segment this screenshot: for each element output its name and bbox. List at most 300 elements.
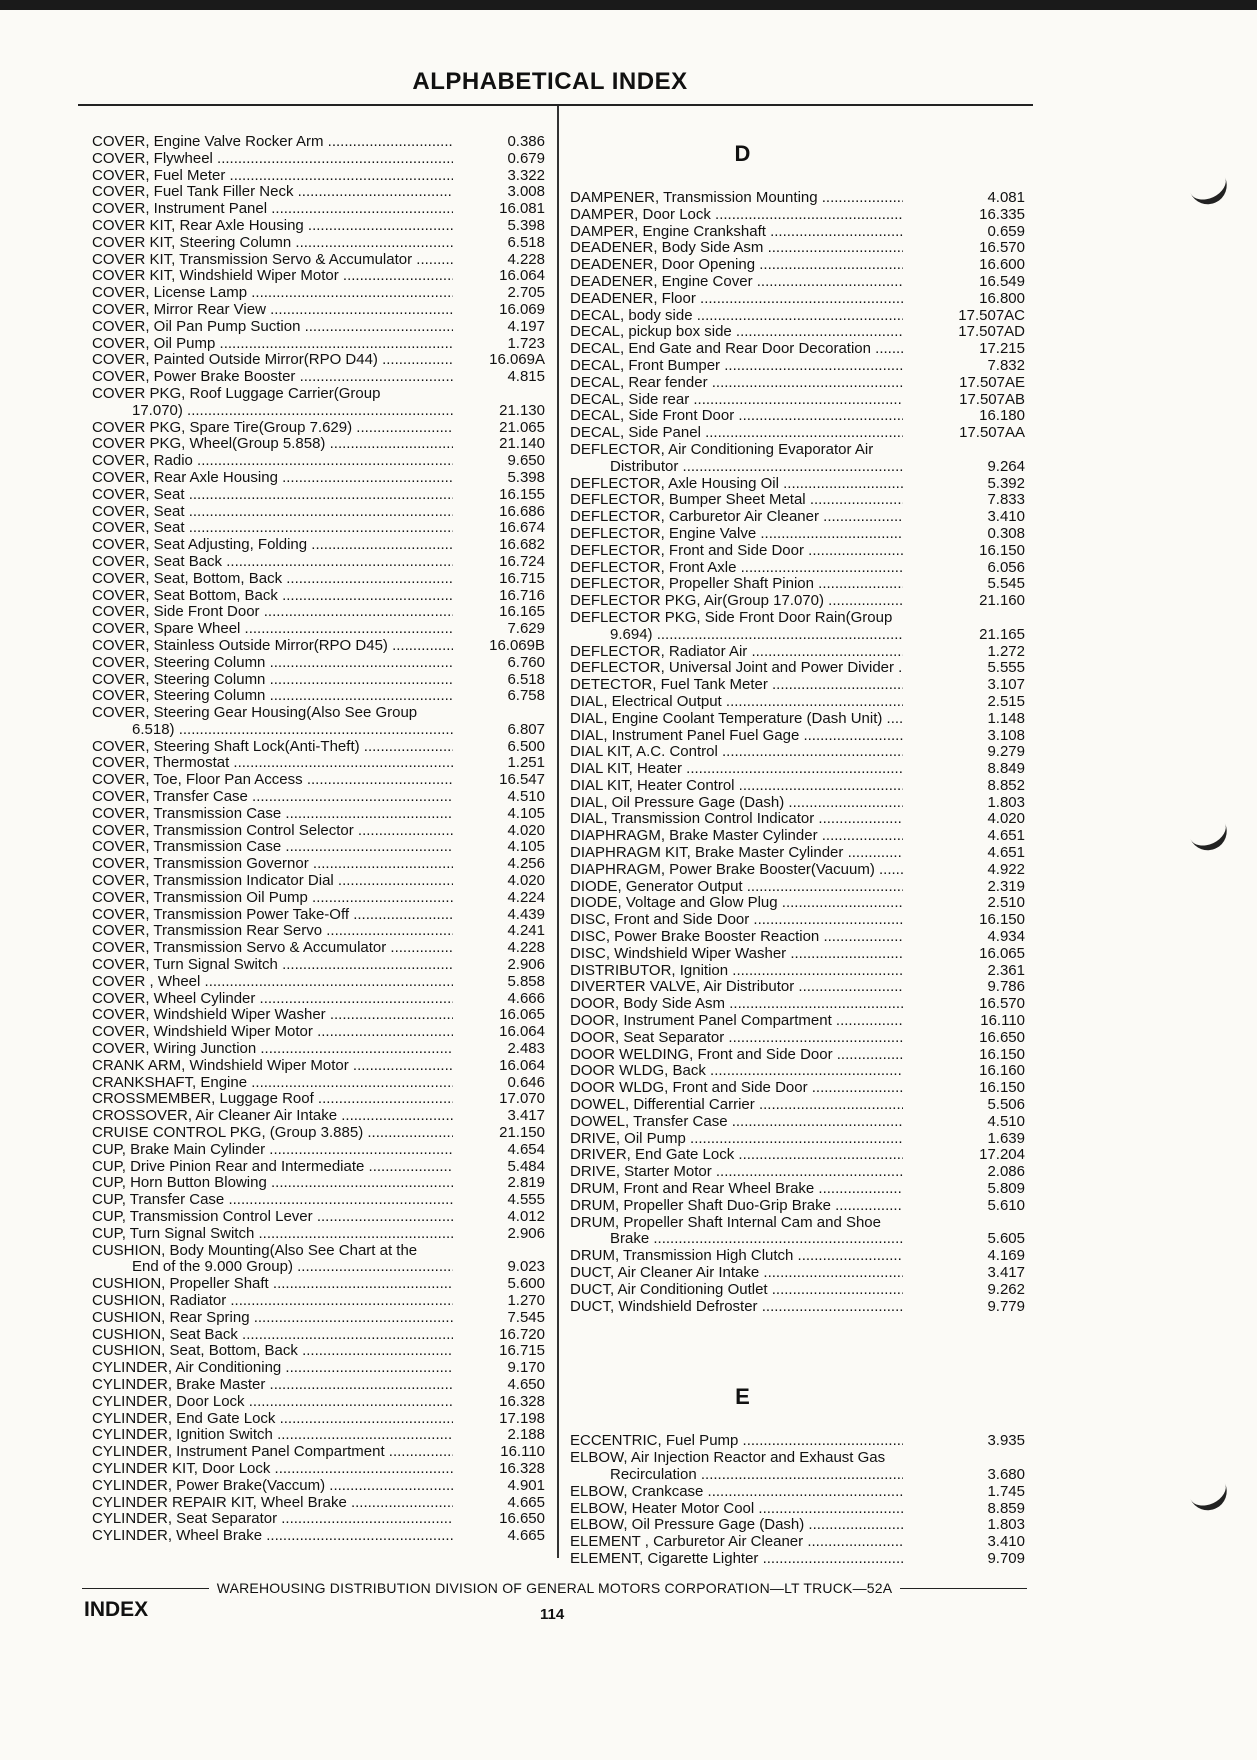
entry-part-name: COVER , Wheel ..... <box>92 974 453 991</box>
entry-group-number: 1.745 <box>987 1482 1025 1500</box>
entry-part-name: CUP, Transmission Control Lever ..... <box>92 1209 453 1226</box>
entry-part-name: DOOR, Body Side Asm ..... <box>570 996 903 1013</box>
entry-group-number: 5.600 <box>507 1275 545 1293</box>
entry-part-name: DEFLECTOR PKG, Air(Group 17.070) ..... <box>570 593 903 610</box>
index-entry <box>92 319 545 336</box>
entry-part-name: CUSHION, Seat Back ..... <box>92 1327 453 1344</box>
index-entry <box>92 1478 545 1495</box>
entry-part-name: COVER, License Lamp ..... <box>92 285 453 302</box>
entry-group-number: 4.012 <box>507 1208 545 1225</box>
entry-part-name: CRANKSHAFT, Engine ..... <box>92 1075 453 1092</box>
entry-group-number: 4.020 <box>987 810 1025 828</box>
entry-part-name: DEFLECTOR, Radiator Air ..... <box>570 644 903 661</box>
section-letter-heading: D <box>734 141 751 166</box>
entry-part-name: DRUM, Propeller Shaft Internal Cam and Shoe <box>570 1214 881 1231</box>
entry-group-number: 4.105 <box>507 838 545 856</box>
entry-part-name: DUCT, Air Conditioning Outlet ..... <box>570 1282 903 1299</box>
entry-group-number: 8.859 <box>987 1499 1025 1517</box>
entry-group-number: 2.705 <box>507 284 545 302</box>
entry-group-number: 4.650 <box>507 1375 545 1393</box>
index-entry <box>570 1248 1025 1265</box>
index-entry <box>570 1433 1025 1450</box>
index-entry <box>570 1501 1025 1518</box>
entry-part-name: COVER, Transfer Case ..... <box>92 789 453 806</box>
entry-group-number: 2.188 <box>507 1426 545 1444</box>
entry-group-number: 3.680 <box>987 1465 1025 1483</box>
entry-part-name: DAMPENER, Transmission Mounting ..... <box>570 190 903 207</box>
index-entry <box>92 974 545 991</box>
entry-part-name: CUSHION, Body Mounting(Also See Chart at the <box>92 1242 418 1259</box>
entry-part-name: COVER, Power Brake Booster ..... <box>92 369 453 386</box>
index-entry <box>570 291 1025 308</box>
entry-group-number: 1.251 <box>507 754 545 772</box>
index-entry <box>570 1265 1025 1282</box>
entry-part-name: DEADENER, Floor ..... <box>570 291 903 308</box>
section-spacer <box>570 1417 1025 1433</box>
entry-group-number: 3.935 <box>987 1432 1025 1450</box>
entry-part-name: CYLINDER, Ignition Switch ..... <box>92 1427 453 1444</box>
entry-part-name: DOOR WELDING, Front and Side Door ..... <box>570 1047 903 1064</box>
entry-part-name: CUSHION, Radiator ..... <box>92 1293 453 1310</box>
index-entry <box>92 604 545 621</box>
entry-group-number: 16.064 <box>499 1023 545 1041</box>
entry-group-number: 1.803 <box>987 793 1025 811</box>
index-entry <box>92 1259 545 1276</box>
entry-part-name: DUCT, Air Cleaner Air Intake ..... <box>570 1265 903 1282</box>
entry-part-name: COVER, Seat ..... <box>92 520 453 537</box>
index-entry <box>570 560 1025 577</box>
entry-group-number: 5.605 <box>987 1230 1025 1248</box>
entry-part-name: DEFLECTOR, Universal Joint and Power Divider ..... <box>570 660 903 677</box>
entry-part-name: COVER, Fuel Meter ..... <box>92 168 453 185</box>
entry-part-name: DRUM, Transmission High Clutch ..... <box>570 1248 903 1265</box>
entry-group-number: 3.008 <box>507 183 545 201</box>
index-entry <box>92 302 545 319</box>
index-entry <box>92 1427 545 1444</box>
entry-group-number: 5.506 <box>987 1096 1025 1114</box>
entry-part-name: DIAL, Oil Pressure Gage (Dash) ..... <box>570 795 903 812</box>
entry-group-number: 1.272 <box>987 642 1025 660</box>
entry-group-number: 16.165 <box>499 603 545 621</box>
entry-part-name: DRIVER, End Gate Lock ..... <box>570 1147 903 1164</box>
entry-part-name: COVER, Seat Back ..... <box>92 554 453 571</box>
index-entry <box>570 257 1025 274</box>
entry-group-number: 5.398 <box>507 468 545 486</box>
index-entry <box>92 1243 545 1260</box>
entry-group-number: 1.270 <box>507 1291 545 1309</box>
footer-rule-right <box>900 1588 1027 1589</box>
index-entry <box>570 979 1025 996</box>
entry-group-number: 16.064 <box>499 267 545 285</box>
entry-part-name: COVER, Stainless Outside Mirror(RPO D45) ..... <box>92 638 453 655</box>
entry-part-name: DUCT, Windshield Defroster ..... <box>570 1299 903 1316</box>
entry-group-number: 1.723 <box>507 334 545 352</box>
index-entry <box>92 504 545 521</box>
entry-part-name: DIAL KIT, Heater Control ..... <box>570 778 903 795</box>
entry-group-number: 5.545 <box>987 575 1025 593</box>
entry-part-name: CYLINDER, Power Brake(Vaccum) ..... <box>92 1478 453 1495</box>
index-entry <box>570 1551 1025 1568</box>
entry-group-number: 16.110 <box>980 1012 1025 1030</box>
entry-part-name: DIAPHRAGM, Power Brake Booster(Vacuum) ..... <box>570 862 903 879</box>
index-entry <box>92 789 545 806</box>
entry-group-number: 0.308 <box>987 524 1025 542</box>
entry-group-number: 9.264 <box>987 457 1025 475</box>
entry-group-number: 5.555 <box>987 659 1025 677</box>
entry-group-number: 6.500 <box>507 737 545 755</box>
entry-group-number: 21.150 <box>499 1124 545 1142</box>
binder-hole-mark <box>1185 1471 1233 1516</box>
entry-group-number: 2.361 <box>987 961 1025 979</box>
entry-part-name: COVER, Thermostat ..... <box>92 755 453 772</box>
index-entry <box>570 459 1025 476</box>
entry-group-number: 0.646 <box>507 1073 545 1091</box>
entry-part-name: COVER, Transmission Indicator Dial ..... <box>92 873 453 890</box>
entry-group-number: 16.328 <box>499 1392 545 1410</box>
entry-group-number: 7.832 <box>987 356 1025 374</box>
entry-group-number: 5.610 <box>987 1196 1025 1214</box>
entry-part-name: DEADENER, Door Opening ..... <box>570 257 903 274</box>
index-entry <box>570 660 1025 677</box>
entry-part-name: COVER, Seat Bottom, Back ..... <box>92 588 453 605</box>
entry-group-number: 16.069 <box>499 300 545 318</box>
index-entry <box>92 453 545 470</box>
entry-part-name: DEFLECTOR, Air Conditioning Evaporator Air <box>570 441 874 458</box>
entry-group-number: 3.322 <box>507 166 545 184</box>
index-entry <box>92 218 545 235</box>
index-entry <box>92 537 545 554</box>
entry-group-number: 2.819 <box>507 1174 545 1192</box>
entry-part-name: CYLINDER, Brake Master ..... <box>92 1377 453 1394</box>
entry-part-name: COVER, Steering Column ..... <box>92 655 453 672</box>
index-entry <box>570 1198 1025 1215</box>
index-entry <box>92 588 545 605</box>
entry-part-name: DIAL KIT, A.C. Control ..... <box>570 744 903 761</box>
entry-group-number: 21.140 <box>499 435 545 453</box>
index-entry <box>570 694 1025 711</box>
index-entry <box>92 168 545 185</box>
index-entry <box>92 856 545 873</box>
index-entry <box>92 571 545 588</box>
entry-group-number: 16.155 <box>499 485 545 503</box>
index-entry <box>570 761 1025 778</box>
entry-group-number: 6.056 <box>987 558 1025 576</box>
index-entry <box>92 621 545 638</box>
top-border <box>0 0 1257 10</box>
entry-part-name: DECAL, Side rear ..... <box>570 392 903 409</box>
entry-group-number: 16.110 <box>500 1443 545 1461</box>
entry-part-name: DECAL, Side Panel ..... <box>570 425 903 442</box>
footer-rule-left <box>82 1588 209 1589</box>
entry-group-number: 0.679 <box>507 149 545 167</box>
entry-group-number: 6.758 <box>507 687 545 705</box>
entry-part-name: COVER, Transmission Control Selector ..... <box>92 823 453 840</box>
entry-group-number: 16.600 <box>979 256 1025 274</box>
index-entry <box>570 728 1025 745</box>
index-entry <box>570 190 1025 207</box>
index-entry <box>570 1131 1025 1148</box>
index-entry <box>92 184 545 201</box>
entry-group-number: 5.392 <box>987 474 1025 492</box>
index-entry <box>92 923 545 940</box>
index-entry <box>570 828 1025 845</box>
index-entry <box>92 839 545 856</box>
entry-group-number: 16.682 <box>499 536 545 554</box>
entry-part-name: COVER, Radio ..... <box>92 453 453 470</box>
entry-group-number: 2.515 <box>987 692 1025 710</box>
index-entry <box>92 705 545 722</box>
entry-part-name: COVER PKG, Roof Luggage Carrier(Group <box>92 385 381 402</box>
entry-group-number: 4.256 <box>507 855 545 873</box>
entry-part-name: DISC, Windshield Wiper Washer ..... <box>570 946 903 963</box>
index-entry <box>570 576 1025 593</box>
index-entry <box>570 946 1025 963</box>
right-index-column <box>570 134 1025 1568</box>
entry-group-number: 3.108 <box>987 726 1025 744</box>
entry-part-name: DEADENER, Body Side Asm ..... <box>570 240 903 257</box>
entry-group-number: 1.639 <box>987 1129 1025 1147</box>
entry-part-name: ELBOW, Oil Pressure Gage (Dash) ..... <box>570 1517 903 1534</box>
entry-group-number: 16.328 <box>499 1459 545 1477</box>
entry-group-number: 6.518 <box>507 233 545 251</box>
index-entry <box>570 610 1025 627</box>
index-entry <box>570 644 1025 661</box>
entry-group-number: 4.510 <box>987 1112 1025 1130</box>
entry-group-number: 1.148 <box>987 709 1025 727</box>
index-entry <box>92 1327 545 1344</box>
entry-group-number: 8.849 <box>987 760 1025 778</box>
entry-group-number: 16.674 <box>499 519 545 537</box>
index-entry <box>92 1343 545 1360</box>
index-entry <box>570 1484 1025 1501</box>
entry-group-number: 17.507AB <box>959 390 1025 408</box>
index-entry <box>570 711 1025 728</box>
entry-part-name: CYLINDER, Seat Separator ..... <box>92 1511 453 1528</box>
entry-part-name: COVER, Engine Valve Rocker Arm ..... <box>92 134 453 151</box>
index-entry <box>92 1075 545 1092</box>
binder-hole-mark <box>1185 165 1233 210</box>
entry-part-name: CYLINDER, Door Lock ..... <box>92 1394 453 1411</box>
entry-part-name: DEFLECTOR, Front and Side Door ..... <box>570 543 903 560</box>
index-entry <box>570 1047 1025 1064</box>
entry-part-name: COVER, Mirror Rear View ..... <box>92 302 453 319</box>
index-entry <box>92 873 545 890</box>
entry-group-number: 4.665 <box>507 1527 545 1545</box>
entry-part-name: CYLINDER, Instrument Panel Compartment ..... <box>92 1444 453 1461</box>
index-entry <box>92 1007 545 1024</box>
entry-part-name: CUP, Turn Signal Switch ..... <box>92 1226 453 1243</box>
index-entry <box>570 1063 1025 1080</box>
index-entry <box>570 1097 1025 1114</box>
entry-part-name: CYLINDER, Wheel Brake ..... <box>92 1528 453 1545</box>
section-letter-heading: E <box>735 1384 750 1410</box>
entry-part-name: COVER, Oil Pump ..... <box>92 336 453 353</box>
index-entry <box>570 425 1025 442</box>
entry-part-name: CROSSMEMBER, Luggage Roof ..... <box>92 1091 453 1108</box>
entry-group-number: 16.065 <box>979 944 1025 962</box>
index-entry <box>92 1125 545 1142</box>
index-entry <box>570 1114 1025 1131</box>
index-entry <box>92 554 545 571</box>
entry-part-name: DRIVE, Starter Motor ..... <box>570 1164 903 1181</box>
entry-part-name: ELBOW, Crankcase ..... <box>570 1484 903 1501</box>
index-entry <box>92 268 545 285</box>
index-entry <box>92 940 545 957</box>
entry-group-number: 16.549 <box>979 272 1025 290</box>
entry-part-name: DEFLECTOR, Propeller Shaft Pinion ..... <box>570 576 903 593</box>
entry-group-number: 16.716 <box>499 586 545 604</box>
entry-part-name: DIAL, Electrical Output ..... <box>570 694 903 711</box>
entry-part-name: CYLINDER REPAIR KIT, Wheel Brake ..... <box>92 1495 453 1512</box>
index-entry <box>570 274 1025 291</box>
entry-group-number: 3.417 <box>987 1264 1025 1281</box>
entry-part-name: COVER, Transmission Rear Servo ..... <box>92 923 453 940</box>
entry-group-number: 0.386 <box>507 133 545 150</box>
entry-group-number: 3.107 <box>987 676 1025 694</box>
entry-part-name: DIODE, Voltage and Glow Plug ..... <box>570 895 903 912</box>
entry-group-number: 4.934 <box>987 928 1025 946</box>
index-entry <box>92 1175 545 1192</box>
entry-group-number: 17.204 <box>979 1146 1025 1164</box>
entry-part-name: COVER, Painted Outside Mirror(RPO D44) ..... <box>92 352 453 369</box>
section-spacer <box>570 174 1025 190</box>
entry-group-number: 16.570 <box>979 995 1025 1013</box>
entry-part-name: COVER, Wheel Cylinder ..... <box>92 991 453 1008</box>
index-entry <box>570 1534 1025 1551</box>
index-entry <box>92 235 545 252</box>
entry-part-name: COVER, Steering Shaft Lock(Anti-Theft) ..... <box>92 739 453 756</box>
entry-part-name: COVER, Oil Pan Pump Suction ..... <box>92 319 453 336</box>
entry-part-name: DEFLECTOR, Engine Valve ..... <box>570 526 903 543</box>
entry-part-name: DIODE, Generator Output ..... <box>570 879 903 896</box>
entry-part-name: COVER, Seat ..... <box>92 487 453 504</box>
index-entry <box>570 895 1025 912</box>
entry-group-number: 16.650 <box>499 1510 545 1528</box>
entry-group-number: 4.665 <box>507 1493 545 1511</box>
index-entry <box>92 1310 545 1327</box>
entry-part-name: CYLINDER, Air Conditioning ..... <box>92 1360 453 1377</box>
index-entry <box>92 806 545 823</box>
entry-group-number: 16.150 <box>979 911 1025 929</box>
entry-group-number: 4.666 <box>507 989 545 1007</box>
index-entry <box>92 134 545 151</box>
index-entry <box>570 879 1025 896</box>
entry-part-name: ECCENTRIC, Fuel Pump ..... <box>570 1433 903 1450</box>
index-entry <box>570 1013 1025 1030</box>
entry-group-number: 4.169 <box>987 1247 1025 1265</box>
index-entry <box>92 420 545 437</box>
entry-part-name: DECAL, Rear fender ..... <box>570 375 903 392</box>
entry-part-name: CYLINDER KIT, Door Lock ..... <box>92 1461 453 1478</box>
index-entry <box>570 929 1025 946</box>
entry-part-name: CUP, Transfer Case ..... <box>92 1192 453 1209</box>
entry-part-name: COVER, Windshield Wiper Motor ..... <box>92 1024 453 1041</box>
entry-group-number: 4.439 <box>507 905 545 923</box>
entry-group-number: 21.165 <box>979 625 1025 643</box>
index-entry <box>570 324 1025 341</box>
entry-part-name: COVER, Instrument Panel ..... <box>92 201 453 218</box>
index-entry <box>92 907 545 924</box>
entry-part-name: CUP, Drive Pinion Rear and Intermediate ..... <box>92 1159 453 1176</box>
entry-group-number: 2.510 <box>987 894 1025 912</box>
entry-part-name: COVER, Transmission Case ..... <box>92 806 453 823</box>
index-entry <box>92 1159 545 1176</box>
entry-group-number: 17.507AE <box>959 373 1025 391</box>
entry-part-name: COVER, Turn Signal Switch ..... <box>92 957 453 974</box>
index-entry <box>570 811 1025 828</box>
entry-part-name: DEADENER, Engine Cover ..... <box>570 274 903 291</box>
index-entry <box>570 1147 1025 1164</box>
entry-group-number: 5.809 <box>987 1180 1025 1198</box>
entry-part-name: DIAL, Transmission Control Indicator ..... <box>570 811 903 828</box>
index-entry <box>92 386 545 403</box>
index-entry <box>570 627 1025 644</box>
index-entry <box>570 392 1025 409</box>
entry-group-number: 6.518 <box>507 670 545 688</box>
index-entry <box>92 151 545 168</box>
column-divider <box>557 106 559 1558</box>
index-entry <box>570 1215 1025 1232</box>
entry-group-number: 16.715 <box>499 1342 545 1360</box>
entry-group-number: 9.786 <box>987 978 1025 996</box>
index-entry <box>92 1209 545 1226</box>
entry-group-number: 16.150 <box>979 1045 1025 1063</box>
entry-part-name: 17.070) ..... <box>92 403 453 420</box>
entry-group-number: 16.724 <box>499 552 545 570</box>
index-entry <box>570 207 1025 224</box>
index-entry <box>92 890 545 907</box>
index-entry <box>92 991 545 1008</box>
entry-part-name: COVER KIT, Steering Column ..... <box>92 235 453 252</box>
entry-group-number: 16.180 <box>979 407 1025 425</box>
entry-part-name: CRUISE CONTROL PKG, (Group 3.885) ..... <box>92 1125 453 1142</box>
entry-group-number: 4.510 <box>507 788 545 806</box>
entry-part-name: DEFLECTOR, Front Axle ..... <box>570 560 903 577</box>
entry-group-number: 4.815 <box>507 368 545 386</box>
entry-group-number: 4.020 <box>507 872 545 890</box>
entry-group-number: 4.651 <box>987 827 1025 845</box>
entry-group-number: 3.410 <box>987 508 1025 526</box>
entry-group-number: 17.215 <box>979 340 1025 358</box>
entry-part-name: ELBOW, Heater Motor Cool ..... <box>570 1501 903 1518</box>
entry-group-number: 4.020 <box>507 821 545 839</box>
index-entry <box>570 744 1025 761</box>
entry-group-number: 16.650 <box>979 1028 1025 1046</box>
index-entry <box>92 1276 545 1293</box>
index-entry <box>92 672 545 689</box>
entry-part-name: DEFLECTOR, Carburetor Air Cleaner ..... <box>570 509 903 526</box>
index-entry <box>92 1360 545 1377</box>
index-entry <box>92 1226 545 1243</box>
entry-group-number: 4.228 <box>507 939 545 957</box>
entry-group-number: 21.130 <box>499 401 545 419</box>
index-entry <box>570 1517 1025 1534</box>
entry-group-number: 3.410 <box>987 1533 1025 1551</box>
entry-part-name: DOWEL, Differential Carrier ..... <box>570 1097 903 1114</box>
entry-part-name: DRUM, Propeller Shaft Duo-Grip Brake ..... <box>570 1198 903 1215</box>
index-entry <box>570 1231 1025 1248</box>
title-rule <box>78 104 1033 106</box>
entry-part-name: DIAL, Engine Coolant Temperature (Dash Unit) ..... <box>570 711 903 728</box>
entry-group-number: 4.105 <box>507 804 545 822</box>
entry-part-name: DEFLECTOR, Axle Housing Oil ..... <box>570 476 903 493</box>
entry-group-number: 16.064 <box>499 1056 545 1074</box>
entry-part-name: DOOR WLDG, Back ..... <box>570 1063 903 1080</box>
entry-group-number: 0.659 <box>987 222 1025 240</box>
entry-group-number: 6.807 <box>507 720 545 738</box>
entry-part-name: COVER, Spare Wheel ..... <box>92 621 453 638</box>
entry-group-number: 9.779 <box>987 1297 1025 1315</box>
